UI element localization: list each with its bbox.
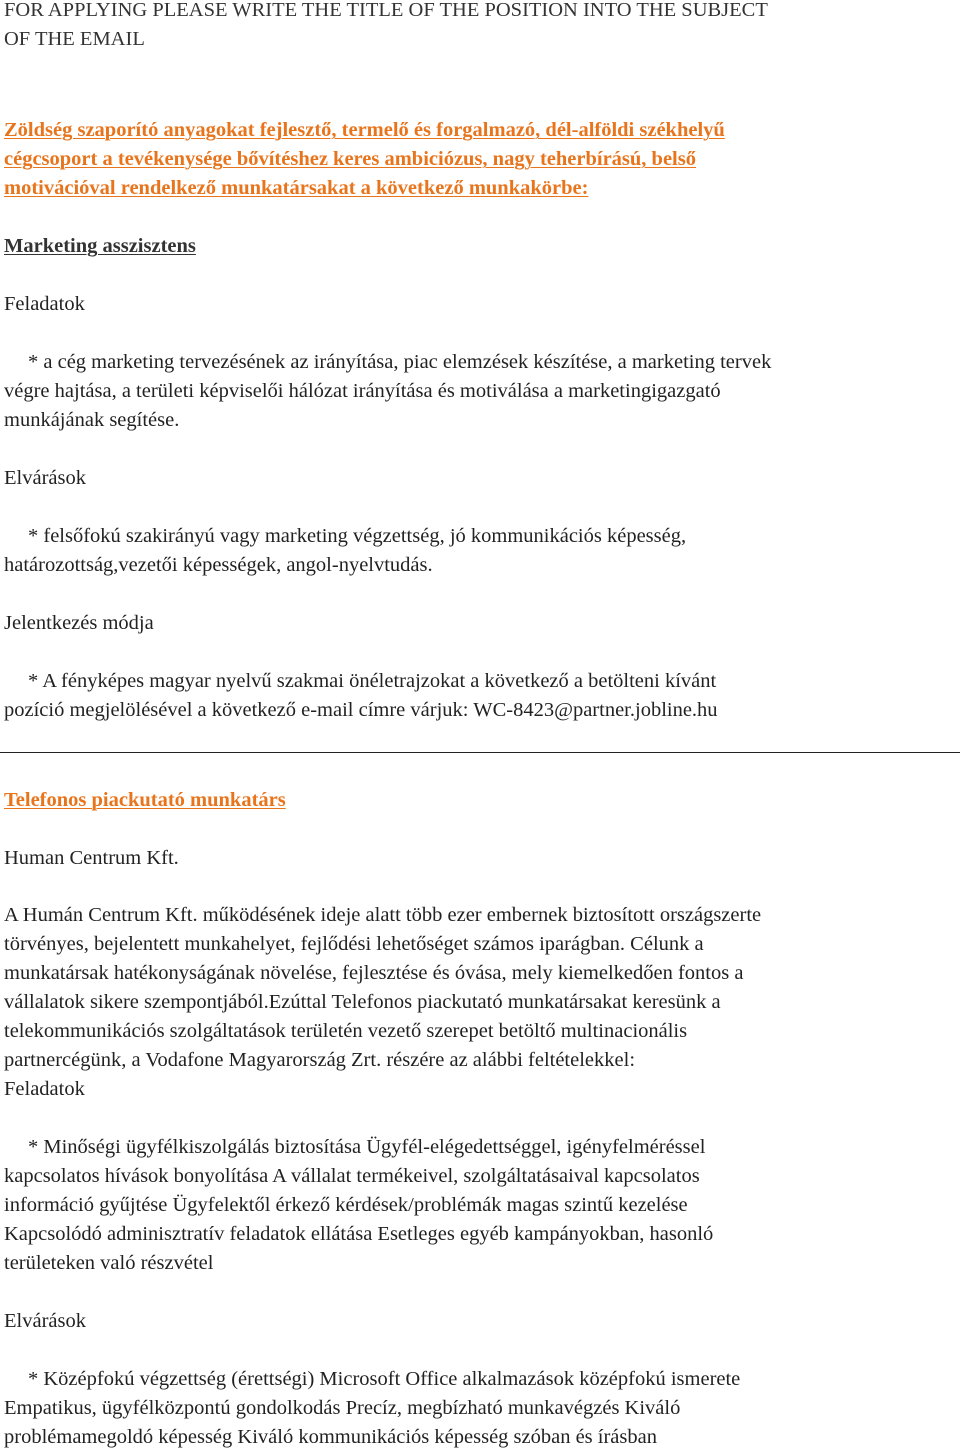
job1-tasks-line-2: végre hajtása, a területi képviselői hálózat irányítása és motiválása a marketingigazgató [4,380,721,402]
job2-requirements-line-2: Empatikus, ügyfélközpontú gondolkodás Precíz, megbízható munkavégzés Kiváló [4,1397,681,1419]
job2-requirements-heading: Elvárások [4,1310,86,1332]
job2-description-line-3: munkatársak hatékonyságának növelése, fejlesztése és óvása, mely kiemelkedően fontos a [4,962,744,984]
job2-description-line-2: törvényes, bejelentett munkahelyet, fejlődési lehetőséget számos iparágban. Célunk a [4,933,704,955]
apply-instruction-line-1: FOR APPLYING PLEASE WRITE THE TITLE OF THE POSITION INTO THE SUBJECT [4,0,768,21]
job1-requirements-line-1: * felsőfokú szakirányú vagy marketing végzettség, jó kommunikációs képesség, [28,525,687,547]
job1-tasks-heading: Feladatok [4,293,85,315]
job2-requirements-line-1: * Középfokú végzettség (érettségi) Microsoft Office alkalmazások középfokú ismerete [28,1368,741,1390]
job2-tasks-line-1: * Minőségi ügyfélkiszolgálás biztosítása Ügyfél-elégedettséggel, igényfelméréssel [28,1136,706,1158]
job2-requirements-line-3: problémamegoldó képesség Kiváló kommunikációs képesség szóban és írásban [4,1426,657,1448]
section-divider [0,752,960,753]
job2-tasks-heading: Feladatok [4,1078,85,1100]
job2-description-line-5: telekommunikációs szolgáltatások területén vezető szerepet betöltő multinacionális [4,1020,688,1042]
job2-company: Human Centrum Kft. [4,847,179,869]
job1-requirements-line-2: határozottság,vezetői képességek, angol-nyelvtudás. [4,554,433,576]
job2-description-line-4: vállalatok sikere szempontjából.Ezúttal Telefonos piackutató munkatársakat keresünk a [4,991,721,1013]
job2-tasks-line-2: kapcsolatos hívások bonyolítása A vállalat termékeivel, szolgáltatásaival kapcsolatos [4,1165,700,1187]
job1-requirements-heading: Elvárások [4,467,86,489]
job1-intro-line-1: Zöldség szaporító anyagokat fejlesztő, termelő és forgalmazó, dél-alföldi székhelyű [4,119,725,141]
job1-apply-line-1: * A fényképes magyar nyelvű szakmai önéletrajzokat a következő a betölteni kívánt [28,670,717,692]
job2-tasks-line-3: információ gyűjtése Ügyfelektől érkező kérdések/problémák magas szintű kezelése [4,1194,688,1216]
job1-tasks-line-3: munkájának segítése. [4,409,180,431]
job2-tasks-line-5: területeken való részvétel [4,1252,214,1274]
job2-tasks-line-4: Kapcsolódó adminisztratív feladatok ellátása Esetleges egyéb kampányokban, hasonló [4,1223,714,1245]
job1-intro-line-3: motivációval rendelkező munkatársakat a következő munkakörbe: [4,177,589,199]
job2-description-line-1: A Humán Centrum Kft. működésének ideje alatt több ezer embernek biztosított országszerte [4,904,762,926]
job1-title: Marketing asszisztens [4,235,196,257]
job2-title: Telefonos piackutató munkatárs [4,789,286,811]
job1-intro-line-2: cégcsoport a tevékenysége bővítéshez keres ambiciózus, nagy teherbírású, belső [4,148,696,170]
job2-description-line-6: partnercégünk, a Vodafone Magyarország Zrt. részére az alábbi feltételekkel: [4,1049,636,1071]
job1-tasks-line-1: * a cég marketing tervezésének az irányítása, piac elemzések készítése, a marketing tervek [28,351,772,373]
apply-instruction-line-2: OF THE EMAIL [4,28,145,50]
job1-apply-heading: Jelentkezés módja [4,612,154,634]
job1-apply-line-2: pozíció megjelölésével a következő e-mail címre várjuk: WC-8423@partner.jobline.hu [4,699,718,721]
